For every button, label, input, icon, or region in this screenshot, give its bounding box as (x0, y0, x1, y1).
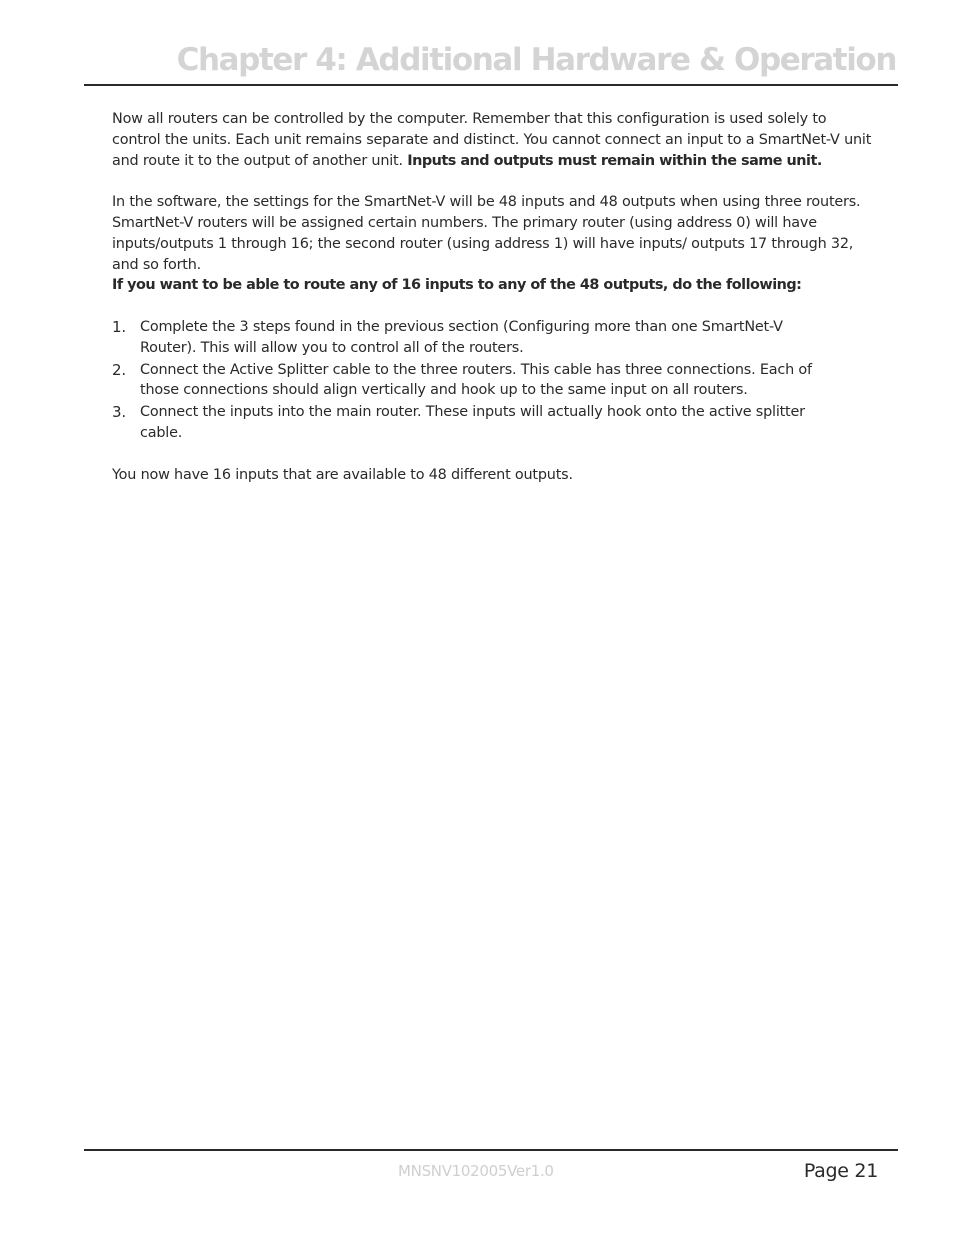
paragraph-closing: You now have 16 inputs that are available to 48 different outputs. (112, 466, 573, 483)
step-number: 1. (112, 317, 126, 336)
step-number: 3. (112, 403, 126, 422)
page-number: Page 21 (803, 1160, 878, 1182)
step-text: Connect the Active Splitter cable to the three routers. This cable has three connections. Each of those connections should align vertically and hook up to the same input on all routers. (140, 361, 812, 399)
paragraph-routers-control (112, 109, 874, 171)
chapter-title: Chapter 4: Additional Hardware & Operation (176, 42, 896, 78)
document-id: MNSNV102005Ver1.0 (398, 1162, 554, 1180)
footer-divider (84, 1149, 898, 1151)
paragraph-instruction-heading: If you want to be able to route any of 16 inputs to any of the 48 outputs, do the following: (112, 277, 802, 294)
page-body (112, 109, 874, 485)
paragraph-text: Now all routers can be controlled by the computer. Remember that this configuration is used solely to control the units. Each unit remains separate and distinct. You cannot connect an input to a SmartNet-V unit and route it to the output of another unit. (112, 111, 872, 169)
header-divider (84, 84, 898, 86)
list-item (112, 360, 820, 402)
step-number: 2. (112, 360, 126, 379)
paragraph-software-settings: In the software, the settings for the SmartNet-V will be 48 inputs and 48 outputs when using three routers. SmartNet-V routers will be assigned certain numbers. The primary router (using address 0) will have inputs/outputs 1 through 16; the second router (using address 1) will have inputs/ outputs 17 through 32, and so forth. (112, 194, 861, 273)
step-text: Complete the 3 steps found in the previous section (Configuring more than one SmartNet-V Router). This will allow you to control all of the routers. (140, 318, 783, 356)
list-item (112, 402, 820, 444)
list-item (112, 317, 820, 359)
steps-list (112, 317, 874, 444)
step-text: Connect the inputs into the main router. These inputs will actually hook onto the active splitter cable. (140, 404, 805, 441)
paragraph-emphasis: Inputs and outputs must remain within the same unit. (407, 152, 822, 169)
